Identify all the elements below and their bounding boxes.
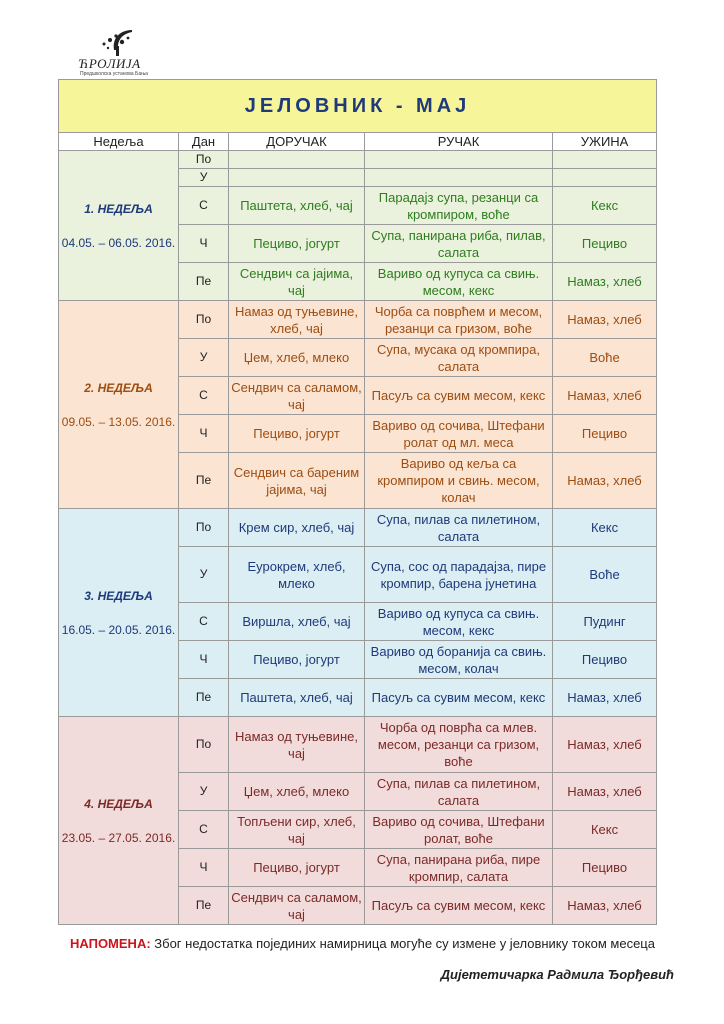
menu-table (58, 79, 657, 925)
snack-cell: Пециво (553, 415, 657, 453)
day-cell: По (179, 151, 229, 169)
day-cell: Ч (179, 641, 229, 679)
lunch-cell: Парадајз супа, резанци са кромпиром, воће (365, 187, 553, 225)
day-cell: С (179, 811, 229, 849)
day-cell: По (179, 717, 229, 773)
lunch-cell: Супа, сос од парадајза, пире кромпир, барена јунетина (365, 547, 553, 603)
snack-cell: Пециво (553, 225, 657, 263)
breakfast-cell: Крем сир, хлеб, чај (229, 509, 365, 547)
header-lunch: РУЧАК (365, 133, 553, 151)
breakfast-cell: Сендвич са јајима, чај (229, 263, 365, 301)
breakfast-cell: Пециво, јогурт (229, 225, 365, 263)
week-cell (59, 301, 179, 509)
week-title: 4. НЕДЕЉА (84, 796, 153, 811)
breakfast-cell: Џем, хлеб, млеко (229, 773, 365, 811)
day-cell: У (179, 773, 229, 811)
day-cell: Пе (179, 263, 229, 301)
breakfast-cell: Паштета, хлеб, чај (229, 679, 365, 717)
snack-cell: Кекс (553, 187, 657, 225)
lunch-cell: Вариво од сочива, Штефани ролат, воће (365, 811, 553, 849)
breakfast-cell: Сендвич са саламом, чај (229, 377, 365, 415)
header-week: Недеља (59, 133, 179, 151)
logo-brand: ЋРОЛИЈА (78, 56, 141, 71)
breakfast-cell: Пециво, јогурт (229, 849, 365, 887)
lunch-cell: Чорба са поврћем и месом, резанци са гризом, воће (365, 301, 553, 339)
table-row (59, 509, 657, 547)
logo (74, 28, 154, 78)
week-cell (59, 151, 179, 301)
lunch-cell: Супа, панирана риба, пилав, салата (365, 225, 553, 263)
day-cell: С (179, 187, 229, 225)
header-snack: УЖИНА (553, 133, 657, 151)
snack-cell: Намаз, хлеб (553, 679, 657, 717)
day-cell: Пе (179, 453, 229, 509)
breakfast-cell: Виршла, хлеб, чај (229, 603, 365, 641)
breakfast-cell: Топљени сир, хлеб, чај (229, 811, 365, 849)
day-cell: С (179, 377, 229, 415)
lunch-cell (365, 151, 553, 169)
day-cell: Ч (179, 415, 229, 453)
breakfast-cell: Паштета, хлеб, чај (229, 187, 365, 225)
week-title: 2. НЕДЕЉА (84, 380, 153, 395)
breakfast-cell: Сендвич са саламом, чај (229, 887, 365, 925)
lunch-cell: Вариво од сочива, Штефани ролат од мл. меса (365, 415, 553, 453)
snack-cell: Намаз, хлеб (553, 453, 657, 509)
logo-subtitle: Предшколска установа Бања (80, 71, 148, 77)
day-cell: Ч (179, 225, 229, 263)
lunch-cell: Пасуљ са сувим месом, кекс (365, 887, 553, 925)
note (70, 936, 655, 951)
week-dates: 04.05. – 06.05. 2016. (61, 235, 176, 250)
table-row (59, 151, 657, 169)
lunch-cell: Пасуљ са сувим месом, кекс (365, 679, 553, 717)
lunch-cell: Вариво од боранија са свињ. месом, колач (365, 641, 553, 679)
lunch-cell: Чорба од поврћа са млев. месом, резанци са гризом, воће (365, 717, 553, 773)
day-cell: Пе (179, 887, 229, 925)
lunch-cell (365, 169, 553, 187)
snack-cell: Пудинг (553, 603, 657, 641)
day-cell: По (179, 509, 229, 547)
week-cell (59, 717, 179, 925)
note-label: НАПОМЕНА: (70, 936, 151, 951)
day-cell: По (179, 301, 229, 339)
lunch-cell: Супа, пилав са пилетином, салата (365, 509, 553, 547)
table-row (59, 717, 657, 773)
day-cell: Ч (179, 849, 229, 887)
snack-cell: Кекс (553, 509, 657, 547)
snack-cell: Намаз, хлеб (553, 263, 657, 301)
table-row (59, 301, 657, 339)
day-cell: У (179, 339, 229, 377)
snack-cell: Намаз, хлеб (553, 887, 657, 925)
lunch-cell: Пасуљ са сувим месом, кекс (365, 377, 553, 415)
breakfast-cell: Сендвич са бареним јајима, чај (229, 453, 365, 509)
day-cell: У (179, 547, 229, 603)
breakfast-cell: Џем, хлеб, млеко (229, 339, 365, 377)
table-header-row (59, 133, 657, 151)
header-breakfast: ДОРУЧАК (229, 133, 365, 151)
breakfast-cell (229, 169, 365, 187)
lunch-cell: Супа, пилав са пилетином, салата (365, 773, 553, 811)
week-dates: 16.05. – 20.05. 2016. (61, 622, 176, 637)
page-title: ЈЕЛОВНИК - МАЈ (59, 80, 657, 133)
snack-cell: Пециво (553, 849, 657, 887)
header-day: Дан (179, 133, 229, 151)
snack-cell: Кекс (553, 811, 657, 849)
note-text: Због недостатка појединих намирница могуће су измене у јеловнику током месеца (150, 936, 655, 951)
day-cell: С (179, 603, 229, 641)
week-dates: 09.05. – 13.05. 2016. (61, 414, 176, 429)
week-title: 1. НЕДЕЉА (84, 201, 153, 216)
breakfast-cell (229, 151, 365, 169)
tree-logo-icon (92, 28, 152, 58)
snack-cell: Намаз, хлеб (553, 377, 657, 415)
breakfast-cell: Намаз од туњевине, чај (229, 717, 365, 773)
signature: Дијететичарка Радмила Ђорђевић (440, 967, 674, 982)
snack-cell: Намаз, хлеб (553, 773, 657, 811)
snack-cell (553, 169, 657, 187)
week-title: 3. НЕДЕЉА (84, 588, 153, 603)
lunch-cell: Супа, мусака од кромпира, салата (365, 339, 553, 377)
snack-cell: Намаз, хлеб (553, 301, 657, 339)
snack-cell: Воће (553, 339, 657, 377)
week-dates: 23.05. – 27.05. 2016. (61, 830, 176, 845)
snack-cell: Пециво (553, 641, 657, 679)
snack-cell: Намаз, хлеб (553, 717, 657, 773)
lunch-cell: Вариво од купуса са свињ. месом, кекс (365, 263, 553, 301)
snack-cell: Воће (553, 547, 657, 603)
day-cell: Пе (179, 679, 229, 717)
lunch-cell: Вариво од купуса са свињ. месом, кекс (365, 603, 553, 641)
breakfast-cell: Намаз од туњевине, хлеб, чај (229, 301, 365, 339)
day-cell: У (179, 169, 229, 187)
week-cell (59, 509, 179, 717)
lunch-cell: Вариво од кеља са кромпиром и свињ. месом, колач (365, 453, 553, 509)
lunch-cell: Супа, панирана риба, пире кромпир, салата (365, 849, 553, 887)
breakfast-cell: Пециво, јогурт (229, 415, 365, 453)
breakfast-cell: Еурокрем, хлеб, млеко (229, 547, 365, 603)
snack-cell (553, 151, 657, 169)
breakfast-cell: Пециво, јогурт (229, 641, 365, 679)
